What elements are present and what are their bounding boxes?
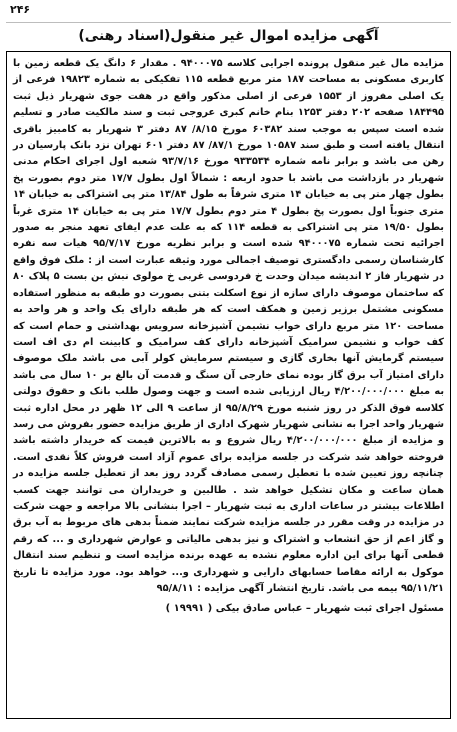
notice-signature: مسئول اجرای ثبت شهریار – عباس صادق بیکی ( ۱۹۹۹۱ ) <box>165 603 444 615</box>
notice-body: مزایده مال غیر منقول پرونده اجرایی کلاسه ۹۴۰۰۰۷۵ . مقدار ۶ دانگ یک قطعه زمین با کاربری مسکونی به مساحت ۱۸۷ متر مربع قطعه ۱۱۵ تفکیکی به شماره ۱۹۸۲۳ فرعی از یک اصلی مفروز از ۱۵۵۳ فرعی از اصلی مذکور واقع در هفت جوی شهریار ذیل ثبت ۱۸۴۴۹۵ صفحه ۲۰۲ دفتر ۱۲۵۳ بنام خانم کبری عروجی ثبت و سند مالکیت صادر و تسلیم شده است سپس به موجب سند ۶۰۳۸۲ مورخ ۸/۱۵/ ۸۷ دفتر ۳ شهریار به کامبیز باقری انتقال یافته است و طبق سند ۱۰۵۸۷ مورخ ۸۷/۱/ ۸۷ دفتر ۶۰۱ تهران نزد بانک پارسیان در رهن می باشد و برابر نامه شماره ۹۳۳۵۳۴ مورخ ۹۳/۷/۱۶ شعبه اول اجرای احکام مدنی شهریار در بازداشت می باشد با حدود اربعه : شمالاً اول بطول ۱۷/۷ متر دوم بصورت پخ بطول چهار متر پی به خیابان ۱۴ متری شرقاً به طول ۱۳/۸۴ متر پی اشتراکی به خیابان ۱۴ متری جنوباً اول بصورت پخ بطول ۴ متر دوم بطول ۱۷/۷ متر پی به خیابان ۱۴ متری غرباً بطول ۱۹/۵۰ متر پی اشتراکی به قطعه ۱۱۴ که به علت عدم ایفای تعهد منجر به صدور اجرائیه تحت شماره ۹۴۰۰۰۷۵ شده است و برابر نظریه مورخ ۹۵/۷/۱۷ هیات سه نفره کارشناسان رسمی دادگستری توصیف اجمالی مورد وثیقه عبارت است از : ملک فوق واقع در شهریار فاز ۲ اندیشه میدان وحدت خ فردوسی غربی خ مولوی نبش بن بست ۵ پلاک ۸۰ که ساختمان موصوف دارای سازه از نوع اسکلت بتنی بصورت دو طبقه به منظور استفاده مسکونی مشتمل برزیر زمین و همکف است که هر طبقه دارای یک واحد و هر واحد به مساحت ۱۲۰ متر مربع دارای خواب نشیمن آشپزخانه سرویس بهداشتی و حمام است که کف خواب و نشیمن سرامیک آشپزخانه دارای کف سرامیک و کابینت ام دی اف است سیستم گرمایش آنها بخاری گازی و سیستم سرمایش کولر آبی می باشد ملک موصوف دارای امتیاز آب برق گاز بوده نمای خارجی آن سنگ و قدمت آن بالغ بر ۱۰ سال می باشد به مبلغ ۴/۲۰۰/۰۰۰/۰۰۰ ریال ارزیابی شده است و جهت وصول طلب بانک و حقوق دولتی کلاسه فوق الذکر در روز شنبه مورخ ۹۵/۸/۲۹ از ساعت ۹ الی ۱۲ ظهر در محل اداره ثبت شهریار واحد اجرا به نشانی شهریار شهرک اداری از طریق مزایده حضور بفروش می رسد و مزایده از مبلغ ۴/۲۰۰/۰۰۰/۰۰۰ ریال شروع و به بالاترین قیمت که خریدار داشته باشد فروخته خواهد شد شرکت در جلسه مزایده برای عموم آزاد است فروش کلاً نقدی است. چنانچه روز تعیین شده با تعطیل رسمی مصادف گردد روز بعد از تعطیل جلسه مزایده در همان ساعت و مکان تشکیل خواهد شد . طالبین و خریداران می توانند جهت کسب اطلاعات بیشتر در ساعات اداری به ثبت شهریار – اجرا بنشانی بالا مراجعه و جهت شرکت در مزایده در وقت مقرر در جلسه مزایده شرکت نمایند ضمناً بدهی های مربوط به آب برق و گاز اعم از حق انشعاب و اشتراک و نیز بدهی مالیاتی و عوارض شهرداری و ... که رقم قطعی آنها برای این اداره معلوم نشده به عهده برنده مزایده است و تنظیم سند انتقال موکول به ارائه مفاصا حسابهای دارایی و شهرداری و... خواهد بود. مورد مزایده تا تاریخ ۹۵/۱۱/۲۱ بیمه می باشد. تاریخ انتشار آگهی مزایده : ۹۵/۸/۱۱ <box>13 58 445 594</box>
notice-title: آگهی مزایده اموال غیر منقول(اسناد رهنی) <box>78 28 379 44</box>
top-strip <box>6 0 451 23</box>
page-number: ۲۴۶ <box>10 3 31 16</box>
notice-box <box>6 51 451 719</box>
